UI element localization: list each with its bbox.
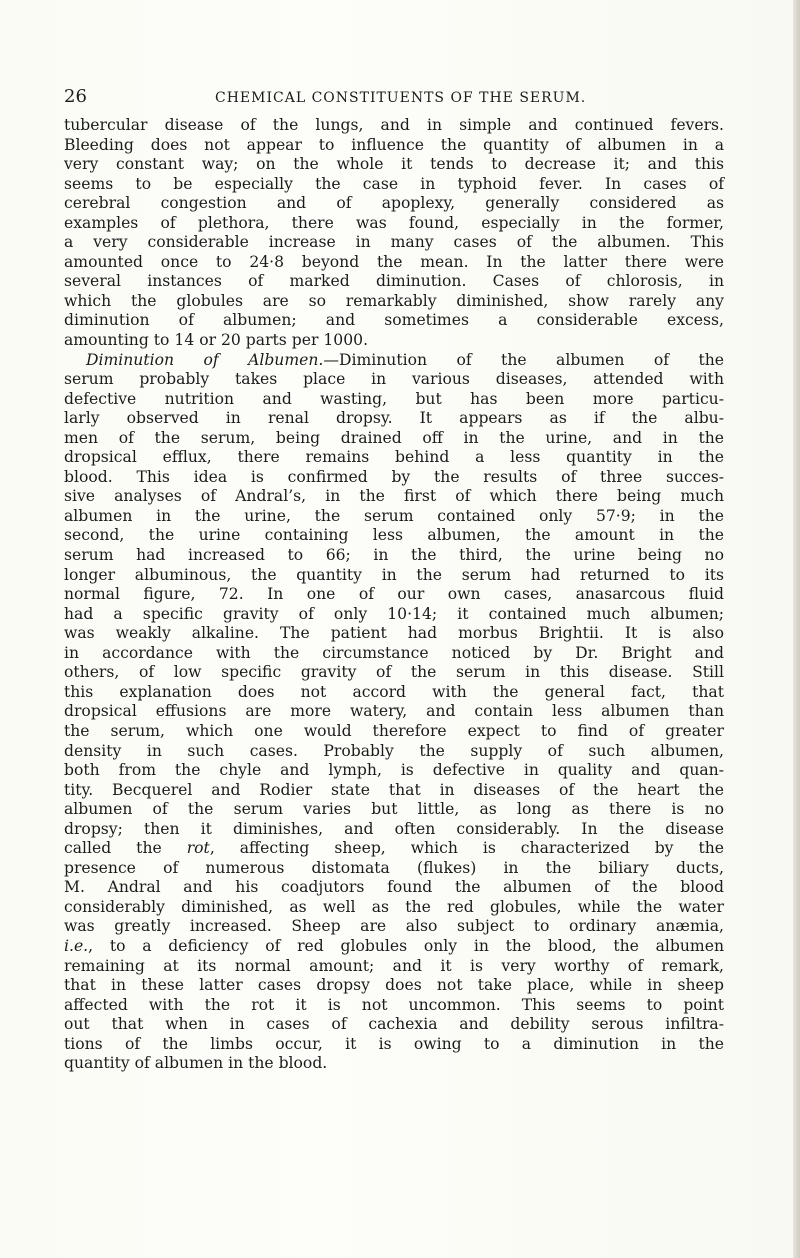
- text-line: tions of the limbs occur, it is owing to a diminution in the: [64, 1034, 724, 1053]
- text-line: dropsical efflux, there remains behind a less quantity in the: [64, 448, 724, 467]
- text-line: examples of plethora, there was found, especially in the former,: [64, 213, 724, 232]
- text-line: dropsy; then it diminishes, and often considerably. In the disease: [64, 819, 724, 838]
- text-line: remaining at its normal amount; and it is very worthy of remark,: [64, 956, 724, 975]
- running-head: [64, 85, 719, 111]
- text-line: affected with the rot it is not uncommon. This seems to point: [64, 995, 724, 1014]
- text-line: which the globules are so remarkably diminished, show rarely any: [64, 291, 724, 310]
- text-line: diminution of albumen; and sometimes a considerable excess,: [64, 311, 724, 330]
- italic-term: rot: [186, 839, 210, 858]
- text-line: amounting to 14 or 20 parts per 1000.: [64, 331, 369, 350]
- text-line: several instances of marked diminution. Cases of chlorosis, in: [64, 272, 724, 291]
- text-line: considerably diminished, as well as the red globules, while the water: [64, 897, 724, 916]
- text-line: had a specific gravity of only 10·14; it contained much albumen;: [64, 604, 724, 623]
- text-line: longer albuminous, the quantity in the serum had returned to its: [64, 565, 724, 584]
- text-line: [64, 839, 724, 859]
- text-line: was greatly increased. Sheep are also subject to ordinary anæmia,: [64, 917, 724, 936]
- text-line: that in these latter cases dropsy does not take place, while in sheep: [64, 976, 724, 995]
- text-line: blood. This idea is confirmed by the results of three succes-: [64, 467, 724, 486]
- text-line: quantity of albumen in the blood.: [64, 1054, 328, 1073]
- text-run: , to a deficiency of red globules only in the blood, the albumen: [88, 936, 724, 955]
- text-line: amounted once to 24·8 beyond the mean. In the latter there were: [64, 252, 724, 271]
- italic-term: i.e.: [64, 936, 89, 955]
- text-line: albumen of the serum varies but little, as long as there is no: [64, 800, 724, 819]
- text-run: —Diminution of the albumen of the: [323, 350, 724, 369]
- text-line: very constant way; on the whole it tends to decrease it; and this: [64, 155, 724, 174]
- text-run: called the: [64, 839, 162, 858]
- text-line: tubercular disease of the lungs, and in simple and continued fevers.: [64, 116, 724, 134]
- text-line: in accordance with the circumstance noticed by Dr. Bright and: [64, 643, 724, 662]
- text-line: second, the urine containing less albumen, the amount in the: [64, 526, 724, 545]
- text-line: Bleeding does not appear to influence the quantity of albumen in a: [64, 135, 724, 154]
- text-line: serum had increased to 66; in the third, the urine being no: [64, 546, 724, 565]
- text-line: the serum, which one would therefore expect to find of greater: [64, 721, 724, 740]
- text-line: both from the chyle and lymph, is defective in quality and quan-: [64, 761, 724, 780]
- text-line: out that when in cases of cachexia and debility serous infiltra-: [64, 1015, 724, 1034]
- text-line: defective nutrition and wasting, but has been more particu-: [64, 389, 724, 408]
- page-number: 26: [64, 86, 87, 107]
- text-line: albumen in the urine, the serum contained only 57·9; in the: [64, 506, 724, 525]
- text-line: density in such cases. Probably the supply of such albumen,: [64, 741, 724, 760]
- text-line: M. Andral and his coadjutors found the albumen of the blood: [64, 878, 724, 897]
- body-text: [64, 116, 724, 1074]
- page-edge-shadow: [793, 0, 800, 1258]
- text-line: others, of low specific gravity of the serum in this disease. Still: [64, 663, 724, 682]
- text-line: [64, 937, 724, 957]
- text-line: cerebral congestion and of apoplexy, generally considered as: [64, 194, 724, 213]
- text-line: tity. Becquerel and Rodier state that in diseases of the heart the: [64, 780, 724, 799]
- text-line: seems to be especially the case in typhoid fever. In cases of: [64, 174, 724, 193]
- text-line: presence of numerous distomata (flukes) in the biliary ducts,: [64, 858, 724, 877]
- running-title: CHEMICAL CONSTITUENTS OF THE SERUM.: [215, 90, 587, 106]
- text-line: a very considerable increase in many cases of the albumen. This: [64, 233, 724, 252]
- text-run: , affecting sheep, which is characterized by the: [209, 839, 724, 858]
- text-line: was weakly alkaline. The patient had morbus Brightii. It is also: [64, 624, 724, 643]
- text-line: larly observed in renal dropsy. It appears as if the albu-: [64, 409, 724, 428]
- text-line: [64, 351, 724, 371]
- text-line: men of the serum, being drained off in the urine, and in the: [64, 428, 724, 447]
- text-line: dropsical effusions are more watery, and contain less albumen than: [64, 702, 724, 721]
- text-line: sive analyses of Andral’s, in the first of which there being much: [64, 487, 724, 506]
- section-heading: Diminution of Albumen.: [86, 350, 324, 369]
- text-line: this explanation does not accord with the general fact, that: [64, 682, 724, 701]
- text-line: normal figure, 72. In one of our own cases, anasarcous fluid: [64, 585, 724, 604]
- text-line: serum probably takes place in various diseases, attended with: [64, 370, 724, 389]
